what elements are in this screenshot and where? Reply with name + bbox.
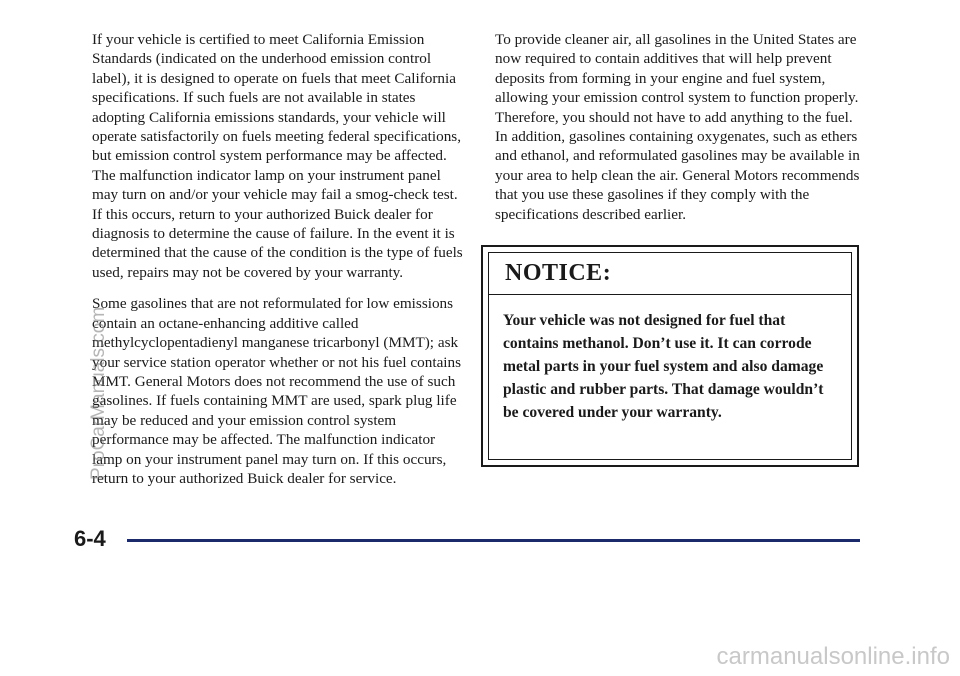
notice-inner-frame — [488, 252, 852, 460]
left-paragraph-1: If your vehicle is certified to meet California Emission Standards (indicated on the underhood emission control label), it is designed to operate on fuels that meet California specifications. If such fuels are not available in states adopting California emissions standards, your vehicle will operate satisfactorily on fuels meeting federal specifications, but emission control system performance may be affected. The malfunction indicator lamp on your instrument panel may turn on and/or your vehicle may fail a smog-check test. If this occurs, return to your authorized Buick dealer for diagnosis to determine the cause of failure. In the event it is determined that the cause of the condition is the type of fuels used, repairs may not be covered by your warranty. — [92, 31, 463, 281]
site-watermark: carmanualsonline.info — [716, 643, 950, 670]
right-paragraph-1: To provide cleaner air, all gasolines in the United States are now required to contain additives that will help prevent deposits from forming in your engine and fuel system, allowing your emission control system to function properly. Therefore, you should not have to add anything to the fuel. In addition, gasolines containing oxygenates, such as ethers and ethanol, and reformulated gasolines may be available in your area to help clean the air. General Motors recommends that you use these gasolines if they comply with the specifications described earlier. — [495, 31, 860, 223]
right-column — [495, 30, 865, 236]
notice-header — [489, 253, 851, 295]
notice-title: NOTICE: — [505, 260, 612, 286]
vertical-watermark: ProCarManuals.com — [88, 306, 109, 480]
page-number: 6-4 — [74, 526, 106, 551]
notice-box — [481, 245, 859, 467]
footer-rule — [127, 539, 860, 542]
left-column — [92, 30, 466, 500]
notice-body: Your vehicle was not designed for fuel that contains methanol. Don’t use it. It can corrode metal parts in your fuel system and also damage plastic and rubber parts. That damage wouldn’t be covered under your warranty. — [503, 312, 824, 421]
left-paragraph-2: Some gasolines that are not reformulated for low emissions contain an octane-enhancing additive called methylcyclopentadienyl manganese tricarbonyl (MMT); ask your service station operator whether or not his fuel contains MMT. General Motors does not recommend the use of such gasolines. If fuels containing MMT are used, spark plug life may be reduced and your emission control system performance may be affected. The malfunction indicator lamp on your instrument panel may turn on. If this occurs, return to your authorized Buick dealer for service. — [92, 295, 462, 487]
